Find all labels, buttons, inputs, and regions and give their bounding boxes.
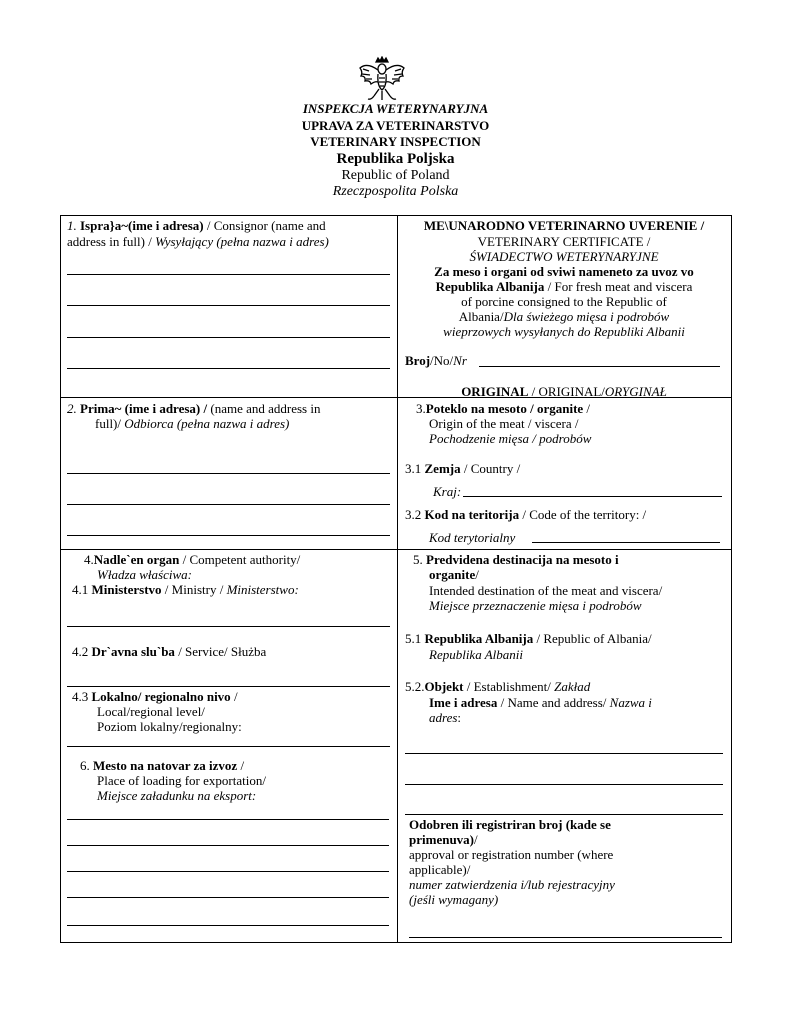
cert-desc-line2: Republika Albanija / For fresh meat and viscera bbox=[435, 279, 693, 294]
cert-desc-line4: Albania/Dla świeżego mięsa i podrobów bbox=[458, 309, 670, 324]
org-name-english: VETERINARY INSPECTION bbox=[310, 134, 481, 149]
consignee-line-3[interactable] bbox=[67, 535, 390, 536]
country-label: 3.1 Zemja / Country / bbox=[405, 461, 521, 476]
approval-number-field[interactable] bbox=[409, 937, 722, 938]
cert-number-label: Broj/No/Nr bbox=[405, 353, 467, 368]
row-divider-2 bbox=[60, 549, 731, 550]
box5-label-line2: organite/ bbox=[429, 567, 479, 582]
albania-label: 5.1 Republika Albanija / Republic of Albania/ bbox=[405, 631, 652, 646]
ministry-label: 4.1 Ministerstvo / Ministry / Ministerstwo: bbox=[72, 582, 299, 597]
approval-label-line5: numer zatwierdzenia i/lub rejestracyjny bbox=[409, 877, 615, 892]
consignor-line-1[interactable] bbox=[67, 274, 390, 275]
loading-place-line-1[interactable] bbox=[67, 819, 389, 820]
original-label: ORIGINAL / ORIGINAL/ORYGINAŁ bbox=[461, 384, 667, 399]
loading-place-line-2[interactable] bbox=[67, 845, 389, 846]
box3-label-line3: Pochodzenie mięsa / podrobów bbox=[429, 431, 592, 446]
local-level-label: 4.3 Lokalno/ regionalno nivo / bbox=[72, 689, 238, 704]
name-address-label-line3: adres: bbox=[429, 710, 462, 725]
loading-place-line-3[interactable] bbox=[67, 871, 389, 872]
consignor-line-3[interactable] bbox=[67, 337, 390, 338]
territory-code-label-polish: Kod terytorialny bbox=[429, 530, 516, 545]
cert-desc-line3: of porcine consigned to the Republic of bbox=[461, 294, 667, 309]
box4-label-line2: Władza właściwa: bbox=[97, 567, 192, 582]
cert-title-english: VETERINARY CERTIFICATE / bbox=[477, 234, 651, 249]
cert-desc-line5: wieprzowych wysyłanych do Republiki Albanii bbox=[443, 324, 685, 339]
consignee-line-2[interactable] bbox=[67, 504, 390, 505]
box3-label-line2: Origin of the meat / viscera / bbox=[429, 416, 579, 431]
country-local: Republika Poljska bbox=[336, 151, 455, 167]
approval-label-line6: (jeśli wymagany) bbox=[409, 892, 499, 907]
service-label: 4.2 Dr`avna slu`ba / Service/ Służba bbox=[72, 644, 267, 659]
box5-label-line3: Intended destination of the meat and viscera/ bbox=[429, 583, 663, 598]
loading-place-line-5[interactable] bbox=[67, 925, 389, 926]
local-level-field[interactable] bbox=[67, 746, 390, 747]
box2-label-line1: 2. Prima~ (ime i adresa) / (name and address in bbox=[67, 401, 321, 416]
country-label-polish: Kraj: bbox=[433, 484, 462, 499]
establishment-label: 5.2.Objekt / Establishment/ Zakład bbox=[405, 679, 591, 694]
cert-title-local: ME\UNARODNO VETERINARNO UVERENIE / bbox=[423, 218, 705, 233]
albania-label-polish: Republika Albanii bbox=[429, 647, 523, 662]
consignor-line-4[interactable] bbox=[67, 368, 390, 369]
box6-label-line2: Place of loading for exportation/ bbox=[97, 773, 266, 788]
country-polish: Rzeczpospolita Polska bbox=[332, 184, 459, 199]
cert-desc-line1: Za meso i organi od sviwi nameneto za uvoz vo bbox=[434, 264, 694, 279]
loading-place-line-4[interactable] bbox=[67, 897, 389, 898]
box3-label-line1: 3.Poteklo na mesoto / organite / bbox=[416, 401, 591, 416]
territory-code-label: 3.2 Kod na teritorija / Code of the territory: / bbox=[405, 507, 647, 522]
local-level-label-line2: Local/regional level/ bbox=[97, 704, 205, 719]
box1-label-line2: address in full) / Wysyłający (pełna nazwa i adres) bbox=[67, 234, 329, 249]
box6-label-line3: Miejsce załadunku na eksport: bbox=[97, 788, 257, 803]
polish-eagle-emblem-icon bbox=[357, 56, 407, 104]
approval-label-line2: primenuva)/ bbox=[409, 832, 478, 847]
service-field[interactable] bbox=[67, 686, 390, 687]
cert-title-polish: ŚWIADECTWO WETERYNARYJNE bbox=[469, 249, 659, 264]
cert-number-field[interactable] bbox=[479, 366, 720, 367]
approval-label-line1: Odobren ili registriran broj (kade se bbox=[409, 817, 611, 832]
country-field[interactable] bbox=[463, 496, 722, 497]
approval-label-line4: applicable)/ bbox=[409, 862, 471, 877]
establishment-line-3[interactable] bbox=[405, 814, 723, 815]
box5-label-line4: Miejsce przeznaczenie mięsa i podrobów bbox=[429, 598, 642, 613]
local-level-label-line3: Poziom lokalny/regionalny: bbox=[97, 719, 242, 734]
establishment-line-1[interactable] bbox=[405, 753, 723, 754]
approval-label-line3: approval or registration number (where bbox=[409, 847, 614, 862]
consignee-line-1[interactable] bbox=[67, 473, 390, 474]
box2-label-line2: full)/ Odbiorca (pełna nazwa i adres) bbox=[95, 416, 290, 431]
box6-label-line1: 6. Mesto na natovar za izvoz / bbox=[80, 758, 245, 773]
box1-label-line1: 1. Ispra}a~(ime i adresa) / Consignor (name and bbox=[67, 218, 326, 233]
establishment-line-2[interactable] bbox=[405, 784, 723, 785]
territory-code-field[interactable] bbox=[532, 542, 720, 543]
box4-label-line1: 4.Nadle`en organ / Competent authority/ bbox=[84, 552, 301, 567]
org-name-polish: INSPEKCJA WETERYNARYJNA bbox=[302, 101, 489, 116]
name-address-label: Ime i adresa / Name and address/ Nazwa i bbox=[429, 695, 652, 710]
org-name-local: UPRAVA ZA VETERINARSTVO bbox=[301, 118, 490, 133]
box5-label-line1: 5. Predvidena destinacija na mesoto i bbox=[413, 552, 619, 567]
consignor-line-2[interactable] bbox=[67, 305, 390, 306]
country-english: Republic of Poland bbox=[341, 168, 450, 183]
ministry-field[interactable] bbox=[67, 626, 390, 627]
